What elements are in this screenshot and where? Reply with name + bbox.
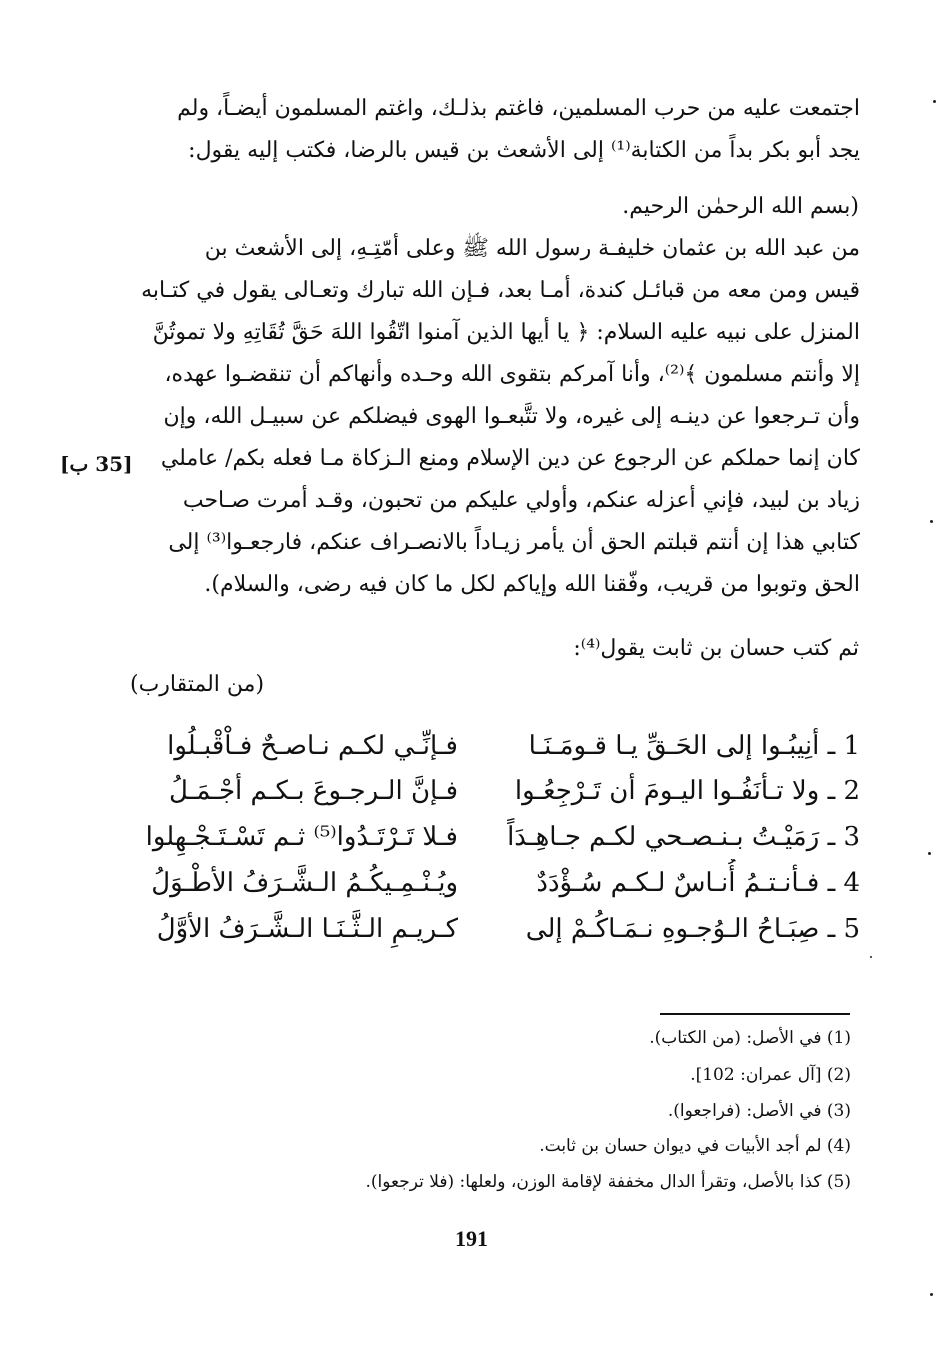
verse-second-hemistich: ويُـنْـمِـيكُـمُ الـشَّـرَفُ الأطْـوَلُ <box>151 868 458 898</box>
verse-second-hemistich: فـإنَّ الـرجـوعَ بـكـم أجْـمَـلُ <box>169 776 458 806</box>
verse-row <box>128 767 860 815</box>
footnote-separator <box>660 1013 850 1015</box>
verse-text: صِبَـاحُ الـوُجـوهِ نـمَـاكُـمْ إلى <box>525 914 820 944</box>
footnote: (5) كذا بالأصل، وتقرأ الدال مخففة لإقامة الوزن، ولعلها: (فلا ترجعوا). <box>365 1172 851 1192</box>
letter-line: وأن تـرجعوا عن دينـه إلى غيره، ولا تتَّبعـوا الهوى فيضلكم عن سبيـل الله، وإن <box>163 404 860 429</box>
paragraph-line: اجتمعت عليه من حرب المسلمين، فاغتم بذلـك، واغتم المسلمون أيضـاً، ولم <box>177 96 860 121</box>
verse-row <box>128 722 860 770</box>
verse-first-hemistich <box>500 859 860 907</box>
letter-line: من عبد الله بن عثمان خليفـة رسول الله ﷺ وعلى أمّتِـهِ، إلى الأشعث بن <box>204 236 860 261</box>
letter-line: قيس ومن معه من قبائـل كندة، أمـا بعد، فـإن الله تبارك وتعـالى يقول في كتـابه <box>141 278 860 303</box>
scan-speck <box>930 520 933 523</box>
scan-speck <box>930 1293 933 1296</box>
verse-row <box>128 905 860 953</box>
folio-marker: [35 ب] <box>60 452 133 476</box>
scan-speck <box>933 100 936 103</box>
poetic-meter-label: (من المتقارب) <box>130 672 265 697</box>
footnote: (1) في الأصل: (من الكتاب). <box>649 1028 851 1048</box>
verse-first-hemistich <box>500 905 860 953</box>
footnote: (2) [آل عمران: 102]. <box>690 1065 851 1085</box>
scan-speck <box>928 852 931 855</box>
verse-text: فـأنـتـمُ أُنـاسٌ لـكـم سُـؤْدَدٌ <box>536 868 820 898</box>
verse-text: رَمَيْـتُ بـنـصـحي لكـم جـاهِـدَاً <box>507 822 820 852</box>
verse-text: أنِيبُـوا إلى الحَـقِّ يـا قـومَـنَـا <box>528 731 820 761</box>
letter-line: كان إنما حملكم عن الرجوع عن دين الإسلام ومنع الـزكاة مـا فعله بكم/ عاملي <box>160 446 860 471</box>
verse-row <box>128 859 860 907</box>
scan-speck <box>870 956 872 958</box>
verse-second-hemistich: فـإنِّـي لكـم نـاصـحٌ فـاْقْبـلُوا <box>167 731 458 761</box>
verse-first-hemistich <box>500 767 860 815</box>
verse-second-hemistich: فـلا تَـرْتَـدُوا⁽⁵⁾ ثـم تَسْـتَـجْـهِلوا <box>145 822 458 852</box>
footnote: (4) لم أجد الأبيات في ديوان حسان بن ثابت. <box>539 1136 851 1156</box>
letter-line: كتابي هذا إن أنتم قبلتم الحق أن يأمر زيـاداً بالانصـراف عنكم، فارجعـوا⁽³⁾ إلى <box>168 530 860 555</box>
verse-number: 2 ـ <box>827 776 860 806</box>
footnote: (3) في الأصل: (فراجعوا). <box>667 1101 851 1121</box>
verse-first-hemistich <box>500 722 860 770</box>
letter-line: الحق وتوبوا من قريب، وفّقنا الله وإياكم لكل ما كان فيه رضى، والسلام). <box>204 572 860 597</box>
poem-intro: ثم كتب حسان بن ثابت يقول⁽⁴⁾: <box>573 636 859 661</box>
verse-second-hemistich: كـريـمِ الـثَّـنَـا الـشَّـرَفُ الأوَّلُ <box>156 914 458 944</box>
verse-number: 4 ـ <box>827 868 860 898</box>
verse-text: ولا تـأنَفُـوا اليـومَ أن تَـرْجِعُـوا <box>514 776 820 806</box>
paragraph-line: يجد أبو بكر بداً من الكتابة⁽¹⁾ إلى الأشعث بن قيس بالرضا، فكتب إليه يقول: <box>188 138 860 163</box>
verse-number: 5 ـ <box>827 914 860 944</box>
verse-number: 3 ـ <box>827 822 860 852</box>
verse-number: 1 ـ <box>827 731 860 761</box>
verse-first-hemistich <box>500 813 860 861</box>
letter-line: إلا وأنتم مسلمون ﴾⁽²⁾، وأنا آمركم بتقوى الله وحـده وأنهاكم أن تنقضـوا عهده، <box>164 362 860 387</box>
letter-line: زياد بن لبيد، فإني أعزله عنكم، وأولي عليكم من تحبون، وقـد أمرت صـاحب <box>182 488 860 513</box>
letter-line: المنزل على نبيه عليه السلام: ﴿ يا أيها الذين آمنوا اتّقُوا اللهَ حَقَّ تُقَاتِهِ ولا تموتُنَّ <box>152 320 860 345</box>
page-number: 191 <box>455 1226 488 1251</box>
basmala-line: (بسم الله الرحمٰن الرحيم. <box>622 194 859 219</box>
verse-row <box>128 813 860 861</box>
